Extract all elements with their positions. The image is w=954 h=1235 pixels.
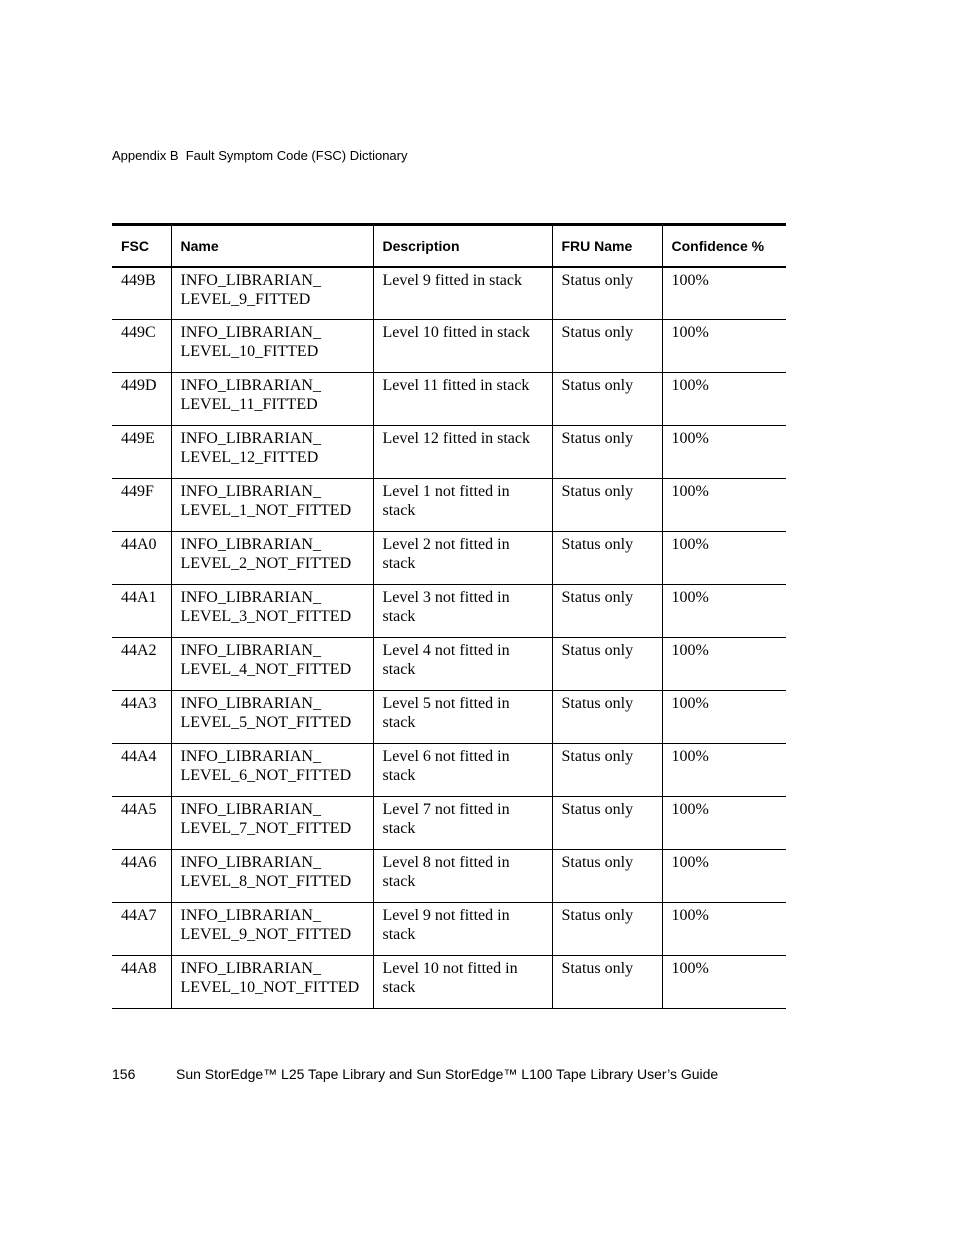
cell-confidence: 100% xyxy=(662,426,786,479)
cell-fsc: 44A5 xyxy=(112,797,171,850)
cell-fsc: 449F xyxy=(112,479,171,532)
cell-confidence: 100% xyxy=(662,373,786,426)
cell-description: Level 9 fitted in stack xyxy=(373,267,552,320)
table-row xyxy=(112,744,786,797)
cell-description: Level 6 not fitted in stack xyxy=(373,744,552,797)
cell-name: INFO_LIBRARIAN_ LEVEL_9_FITTED xyxy=(171,267,373,320)
cell-fru-name: Status only xyxy=(552,850,662,903)
cell-description: Level 5 not fitted in stack xyxy=(373,691,552,744)
cell-description: Level 10 not fitted in stack xyxy=(373,956,552,1009)
cell-confidence: 100% xyxy=(662,956,786,1009)
cell-fru-name: Status only xyxy=(552,320,662,373)
cell-fru-name: Status only xyxy=(552,585,662,638)
cell-confidence: 100% xyxy=(662,532,786,585)
table-row xyxy=(112,956,786,1009)
table-row xyxy=(112,426,786,479)
table-row xyxy=(112,638,786,691)
column-header-fsc: FSC xyxy=(112,225,171,267)
cell-fsc: 449D xyxy=(112,373,171,426)
cell-description: Level 3 not fitted in stack xyxy=(373,585,552,638)
cell-name: INFO_LIBRARIAN_ LEVEL_3_NOT_FITTED xyxy=(171,585,373,638)
table-header-row xyxy=(112,225,786,267)
cell-fru-name: Status only xyxy=(552,638,662,691)
table-row xyxy=(112,320,786,373)
cell-fsc: 44A2 xyxy=(112,638,171,691)
cell-description: Level 12 fitted in stack xyxy=(373,426,552,479)
column-header-description: Description xyxy=(373,225,552,267)
cell-fru-name: Status only xyxy=(552,956,662,1009)
cell-fsc: 449E xyxy=(112,426,171,479)
cell-fru-name: Status only xyxy=(552,691,662,744)
cell-fsc: 44A0 xyxy=(112,532,171,585)
cell-name: INFO_LIBRARIAN_ LEVEL_9_NOT_FITTED xyxy=(171,903,373,956)
cell-name: INFO_LIBRARIAN_ LEVEL_12_FITTED xyxy=(171,426,373,479)
cell-fsc: 44A1 xyxy=(112,585,171,638)
cell-fsc: 44A4 xyxy=(112,744,171,797)
table-row xyxy=(112,797,786,850)
cell-description: Level 4 not fitted in stack xyxy=(373,638,552,691)
table-row xyxy=(112,691,786,744)
running-header: Appendix B Fault Symptom Code (FSC) Dictionary xyxy=(112,148,408,163)
cell-description: Level 8 not fitted in stack xyxy=(373,850,552,903)
cell-name: INFO_LIBRARIAN_ LEVEL_6_NOT_FITTED xyxy=(171,744,373,797)
cell-confidence: 100% xyxy=(662,691,786,744)
cell-name: INFO_LIBRARIAN_ LEVEL_10_FITTED xyxy=(171,320,373,373)
cell-fru-name: Status only xyxy=(552,532,662,585)
cell-fru-name: Status only xyxy=(552,267,662,320)
cell-fru-name: Status only xyxy=(552,373,662,426)
table-row xyxy=(112,850,786,903)
cell-fru-name: Status only xyxy=(552,903,662,956)
cell-name: INFO_LIBRARIAN_ LEVEL_4_NOT_FITTED xyxy=(171,638,373,691)
cell-description: Level 9 not fitted in stack xyxy=(373,903,552,956)
column-header-fru-name: FRU Name xyxy=(552,225,662,267)
cell-confidence: 100% xyxy=(662,267,786,320)
cell-confidence: 100% xyxy=(662,797,786,850)
cell-fru-name: Status only xyxy=(552,797,662,850)
cell-description: Level 10 fitted in stack xyxy=(373,320,552,373)
cell-confidence: 100% xyxy=(662,903,786,956)
table-row xyxy=(112,585,786,638)
cell-description: Level 1 not fitted in stack xyxy=(373,479,552,532)
cell-confidence: 100% xyxy=(662,638,786,691)
table-row xyxy=(112,373,786,426)
cell-fsc: 44A7 xyxy=(112,903,171,956)
cell-fsc: 449B xyxy=(112,267,171,320)
table-body xyxy=(112,267,786,1009)
cell-fru-name: Status only xyxy=(552,426,662,479)
cell-name: INFO_LIBRARIAN_ LEVEL_11_FITTED xyxy=(171,373,373,426)
cell-confidence: 100% xyxy=(662,585,786,638)
cell-name: INFO_LIBRARIAN_ LEVEL_2_NOT_FITTED xyxy=(171,532,373,585)
book-title: Sun StorEdge™ L25 Tape Library and Sun StorEdge™ L100 Tape Library User’s Guide xyxy=(176,1066,719,1082)
table-row xyxy=(112,903,786,956)
cell-fru-name: Status only xyxy=(552,744,662,797)
cell-confidence: 100% xyxy=(662,850,786,903)
cell-fsc: 44A3 xyxy=(112,691,171,744)
cell-confidence: 100% xyxy=(662,320,786,373)
cell-name: INFO_LIBRARIAN_ LEVEL_7_NOT_FITTED xyxy=(171,797,373,850)
cell-name: INFO_LIBRARIAN_ LEVEL_1_NOT_FITTED xyxy=(171,479,373,532)
table-row xyxy=(112,479,786,532)
cell-confidence: 100% xyxy=(662,479,786,532)
cell-name: INFO_LIBRARIAN_ LEVEL_8_NOT_FITTED xyxy=(171,850,373,903)
cell-name: INFO_LIBRARIAN_ LEVEL_10_NOT_FITTED xyxy=(171,956,373,1009)
table-row xyxy=(112,267,786,320)
cell-fsc: 44A6 xyxy=(112,850,171,903)
cell-name: INFO_LIBRARIAN_ LEVEL_5_NOT_FITTED xyxy=(171,691,373,744)
cell-fsc: 44A8 xyxy=(112,956,171,1009)
cell-fru-name: Status only xyxy=(552,479,662,532)
column-header-name: Name xyxy=(171,225,373,267)
cell-description: Level 7 not fitted in stack xyxy=(373,797,552,850)
fsc-table xyxy=(112,223,786,1009)
cell-confidence: 100% xyxy=(662,744,786,797)
column-header-confidence: Confidence % xyxy=(662,225,786,267)
cell-description: Level 11 fitted in stack xyxy=(373,373,552,426)
cell-fsc: 449C xyxy=(112,320,171,373)
table-row xyxy=(112,532,786,585)
page-number: 156 xyxy=(112,1066,136,1082)
cell-description: Level 2 not fitted in stack xyxy=(373,532,552,585)
